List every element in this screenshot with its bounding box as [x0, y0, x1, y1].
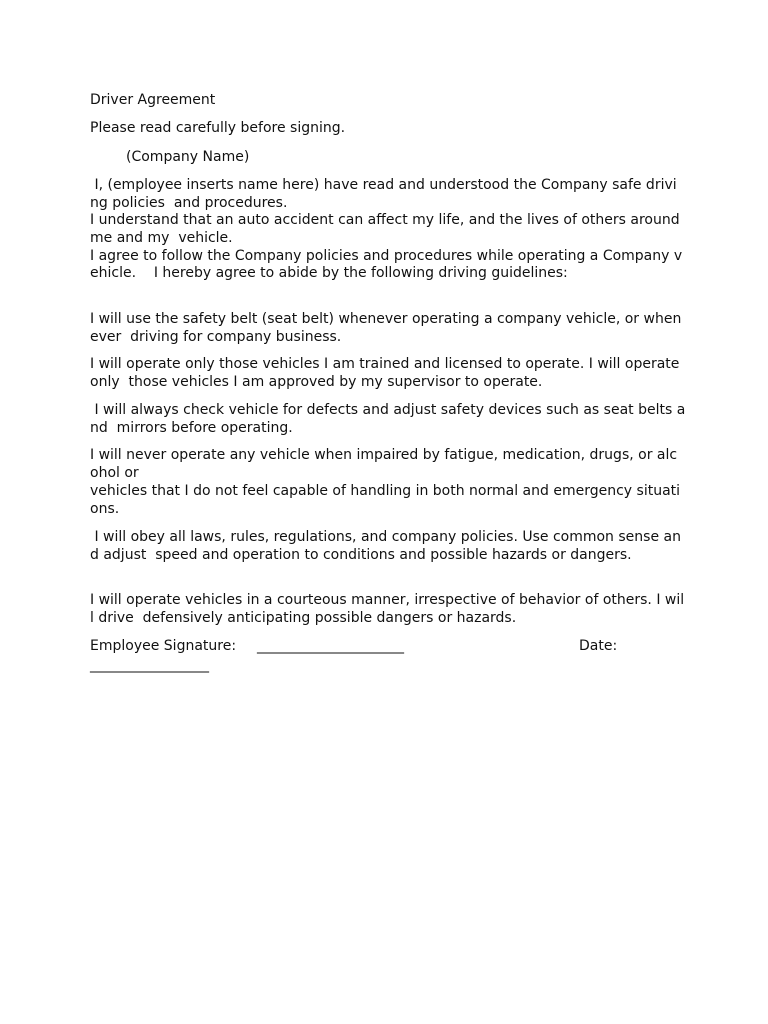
guideline-line: vehicles that I do not feel capable of handling in both normal and emergency situati [90, 483, 681, 499]
guideline-line: nd mirrors before operating. [90, 420, 293, 436]
intro-line: I, (employee inserts name here) have read and understood the Company safe drivi [90, 177, 677, 193]
intro-line: me and my vehicle. [90, 230, 233, 246]
guideline-line: l drive defensively anticipating possible dangers or hazards. [90, 610, 517, 626]
intro-line: I agree to follow the Company policies and procedures while operating a Company v [90, 248, 683, 264]
date-field[interactable]: _________________ [90, 657, 209, 673]
guideline-line: d adjust speed and operation to conditions and possible hazards or dangers. [90, 547, 632, 563]
guideline-line: I will operate vehicles in a courteous manner, irrespective of behavior of others. I wil [90, 592, 685, 608]
date-label: Date: [579, 638, 618, 654]
guideline-line: I will always check vehicle for defects and adjust safety devices such as seat belts a [90, 402, 686, 418]
employee-signature-field[interactable]: _____________________ [257, 638, 404, 654]
guideline-line: ever driving for company business. [90, 329, 342, 345]
company-name-placeholder: (Company Name) [126, 149, 250, 165]
employee-signature-label: Employee Signature: [90, 638, 237, 654]
guideline-line: ons. [90, 501, 120, 517]
guideline-line: I will operate only those vehicles I am trained and licensed to operate. I will operate [90, 356, 680, 372]
guideline-line: I will never operate any vehicle when impaired by fatigue, medication, drugs, or alc [90, 447, 678, 463]
intro-line: ng policies and procedures. [90, 195, 288, 211]
guideline-line: ohol or [90, 465, 139, 481]
instruction-text: Please read carefully before signing. [90, 120, 346, 136]
document-title: Driver Agreement [90, 92, 216, 108]
intro-line: I understand that an auto accident can affect my life, and the lives of others around [90, 212, 680, 228]
guideline-line: I will obey all laws, rules, regulations, and company policies. Use common sense an [90, 529, 681, 545]
guideline-line: only those vehicles I am approved by my supervisor to operate. [90, 374, 543, 390]
intro-line: ehicle. I hereby agree to abide by the following driving guidelines: [90, 265, 568, 281]
guideline-line: I will use the safety belt (seat belt) whenever operating a company vehicle, or when [90, 311, 682, 327]
